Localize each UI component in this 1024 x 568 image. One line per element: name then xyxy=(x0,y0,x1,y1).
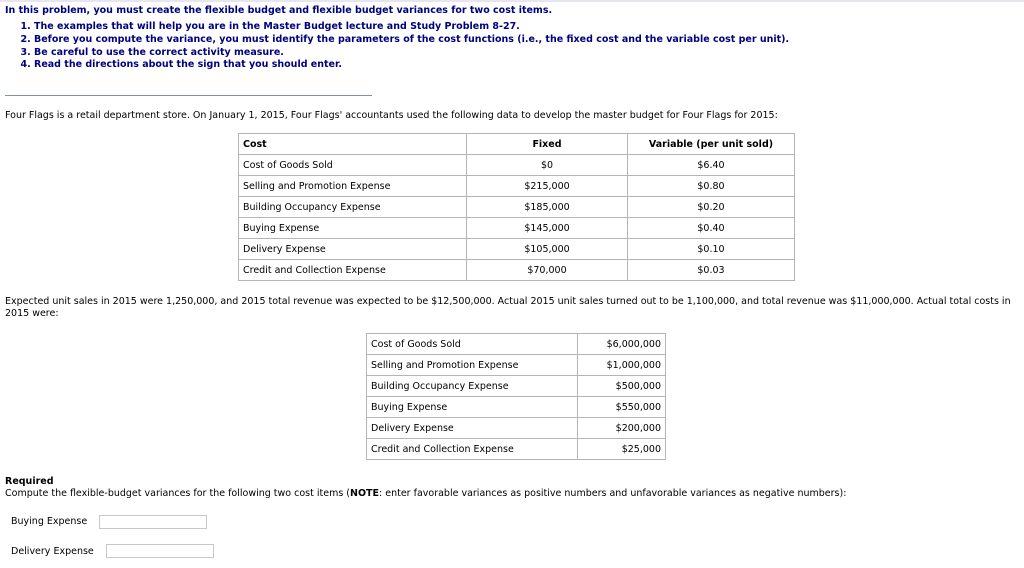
fixed-cost: $105,000 xyxy=(467,239,628,260)
table-row xyxy=(239,218,795,239)
instruction-item: 1. The examples that will help you are in the Master Budget lecture and Study Problem 8-27. xyxy=(34,21,789,34)
instructions-list xyxy=(5,21,789,72)
table-row xyxy=(367,376,666,397)
required-text-after: : enter favorable variances as positive numbers and unfavorable variances as negative numbers): xyxy=(379,488,847,499)
cost-name: Credit and Collection Expense xyxy=(367,439,578,460)
table-row xyxy=(239,197,795,218)
table-row xyxy=(239,260,795,281)
table-header-row xyxy=(239,134,795,155)
table-row xyxy=(367,439,666,460)
instruction-item: 2. Before you compute the variance, you must identify the parameters of the cost functions (i.e., the fixed cost and the variable cost per unit). xyxy=(34,34,789,47)
intro-paragraph: Four Flags is a retail department store. On January 1, 2015, Four Flags' accountants used the following data to develop the master budget for Four Flags for 2015: xyxy=(5,110,778,121)
required-section xyxy=(5,476,846,500)
variable-cost: $0.03 xyxy=(628,260,795,281)
actual-cost: $200,000 xyxy=(578,418,666,439)
actual-costs-table xyxy=(366,333,666,460)
cost-name: Delivery Expense xyxy=(367,418,578,439)
cost-name: Building Occupancy Expense xyxy=(239,197,467,218)
instructions xyxy=(5,5,789,72)
header-fixed: Fixed xyxy=(467,134,628,155)
actual-cost: $500,000 xyxy=(578,376,666,397)
cost-name: Cost of Goods Sold xyxy=(367,334,578,355)
instruction-item: 4. Read the directions about the sign that you should enter. xyxy=(34,59,789,72)
delivery-expense-label: Delivery Expense xyxy=(11,546,94,557)
fixed-cost: $145,000 xyxy=(467,218,628,239)
fixed-cost: $0 xyxy=(467,155,628,176)
section-divider xyxy=(5,95,372,96)
variable-cost: $6.40 xyxy=(628,155,795,176)
cutoff-next-line xyxy=(5,562,135,568)
required-text xyxy=(5,488,846,500)
header-variable: Variable (per unit sold) xyxy=(628,134,795,155)
table-row xyxy=(367,334,666,355)
note-label: NOTE xyxy=(350,488,380,499)
fixed-cost: $185,000 xyxy=(467,197,628,218)
cost-name: Selling and Promotion Expense xyxy=(239,176,467,197)
actual-cost: $6,000,000 xyxy=(578,334,666,355)
table-row xyxy=(367,397,666,418)
table-row xyxy=(367,418,666,439)
fixed-cost: $70,000 xyxy=(467,260,628,281)
delivery-expense-input[interactable] xyxy=(106,544,214,558)
instruction-item: 3. Be careful to use the correct activity measure. xyxy=(34,47,789,60)
fixed-cost: $215,000 xyxy=(467,176,628,197)
table-row xyxy=(239,155,795,176)
required-label: Required xyxy=(5,476,54,487)
actual-cost: $25,000 xyxy=(578,439,666,460)
instructions-title: In this problem, you must create the flexible budget and flexible budget variances for two cost items. xyxy=(5,5,553,16)
variable-cost: $0.10 xyxy=(628,239,795,260)
variable-cost: $0.80 xyxy=(628,176,795,197)
buying-expense-input[interactable] xyxy=(99,515,207,529)
cost-name: Delivery Expense xyxy=(239,239,467,260)
cost-name: Cost of Goods Sold xyxy=(239,155,467,176)
cost-name: Buying Expense xyxy=(239,218,467,239)
actual-results-paragraph: Expected unit sales in 2015 were 1,250,000, and 2015 total revenue was expected to be $12,500,000. Actual 2015 unit sales turned out to be 1,100,000, and total revenue was $11,000,000. Actual total costs in 2015 were: xyxy=(5,296,1011,319)
actual-cost: $550,000 xyxy=(578,397,666,418)
variable-cost: $0.20 xyxy=(628,197,795,218)
cost-name: Selling and Promotion Expense xyxy=(367,355,578,376)
cost-name: Building Occupancy Expense xyxy=(367,376,578,397)
buying-expense-label: Buying Expense xyxy=(11,516,88,527)
header-cost: Cost xyxy=(239,134,467,155)
top-rule xyxy=(0,0,1024,2)
table-row xyxy=(239,176,795,197)
required-text-before: Compute the flexible-budget variances for the following two cost items ( xyxy=(5,488,351,499)
variable-cost: $0.40 xyxy=(628,218,795,239)
table-row xyxy=(239,239,795,260)
master-budget-table xyxy=(238,133,795,281)
table-row xyxy=(367,355,666,376)
cost-name: Buying Expense xyxy=(367,397,578,418)
actual-cost: $1,000,000 xyxy=(578,355,666,376)
cost-name: Credit and Collection Expense xyxy=(239,260,467,281)
